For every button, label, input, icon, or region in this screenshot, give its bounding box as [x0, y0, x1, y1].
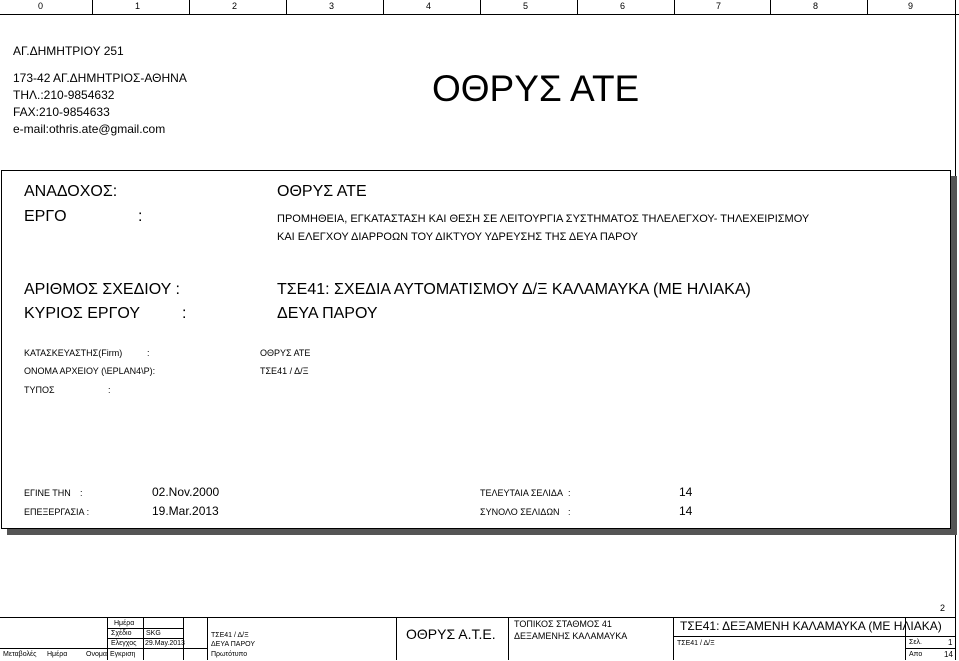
checked-date: 29.May.2013: [145, 640, 185, 647]
day-label: Ημέρα: [47, 651, 68, 658]
project-description-line: ΠΡΟΜΗΘΕΙΑ, ΕΓΚΑΤΑΣΤΑΣΗ ΚΑΙ ΘΕΣΗ ΣΕ ΛΕΙΤΟΥΡΓΙΑ ΣΥΣΤΗΜΑΤΟΣ ΤΗΛΕΛΕΓΧΟΥ- ΤΗΛΕΧΕΙΡΙΣΜΟΥ: [277, 213, 810, 225]
last-page-label: ΤΕΛΕΥΤΑΙΑ ΣΕΛΙΔΑ: [480, 488, 563, 498]
reference-small: ΤΣΕ41 / Δ/Ξ: [677, 640, 715, 647]
of-label: Απο: [909, 651, 923, 658]
frame-border: [955, 0, 956, 660]
station-line: ΤΟΠΙΚΟΣ ΣΤΑΘΜΟΣ 41: [514, 619, 612, 629]
sheet-number: 1: [948, 638, 953, 647]
type-label: ΤΥΠΟΣ: [24, 385, 55, 395]
station-line: ΔΕΞΑΜΕΝΗΣ ΚΑΛΑΜΑΥΚΑ: [514, 631, 628, 641]
approval-label: Εγκριση: [110, 651, 136, 658]
reference-line: ΔΕΥΑ ΠΑΡΟΥ: [211, 641, 256, 648]
original-label: Πρωτότυπο: [211, 651, 248, 658]
sheet-label: Σελ.: [909, 639, 922, 646]
drawn-label: Σχέδιο: [111, 630, 132, 637]
total-sheets: 14: [944, 650, 953, 659]
address-line: 173-42 ΑΓ.ΔΗΜΗΤΡΙΟΣ-ΑΘΗΝΑ: [13, 71, 187, 85]
address-line: e-mail:othris.ate@gmail.com: [13, 122, 166, 136]
drawing-number-label: ΑΡΙΘΜΟΣ ΣΧΕΔΙΟΥ :: [24, 281, 180, 298]
column-ruler: [0, 0, 959, 15]
colon: :: [147, 348, 150, 358]
total-pages-label: ΣΥΝΟΛΟ ΣΕΛΙΔΩΝ: [480, 507, 560, 517]
created-label: ΕΓΙΝΕ ΤΗΝ: [24, 488, 71, 498]
edited-date: 19.Mar.2013: [152, 504, 219, 518]
company-name: ΟΘΡΥΣ ΑΤΕ: [432, 68, 640, 109]
drawn-value: SKG: [146, 630, 161, 637]
colon: :: [108, 385, 111, 395]
owner-label: ΚΥΡΙΟΣ ΕΡΓΟΥ: [24, 305, 140, 322]
name-label: Ονομα: [86, 651, 107, 658]
page-number: 2: [940, 603, 946, 613]
ruler-label: 5: [523, 1, 529, 11]
ruler-label: 4: [426, 1, 432, 11]
colon: :: [138, 208, 143, 225]
drawing-number-value: ΤΣΕ41: ΣΧΕΔΙΑ ΑΥΤΟΜΑΤΙΣΜΟΥ Δ/Ξ ΚΑΛΑΜΑΥΚΑ (ΜΕ ΗΛΙΑΚΑ): [277, 281, 751, 298]
ruler-label: 1: [135, 1, 141, 11]
changes-label: Μεταβολές: [3, 651, 37, 658]
date-label: Ημέρα: [114, 620, 135, 627]
titleblock-company: ΟΘΡΥΣ Α.Τ.Ε.: [406, 626, 496, 642]
checked-label: Ελεγχος: [111, 640, 137, 647]
file-name-label: ΟΝΟΜΑ ΑΡΧΕΙΟΥ (\EPLAN4\P):: [24, 366, 156, 376]
total-pages-value: 14: [679, 504, 693, 518]
address-line: FAX:210-9854633: [13, 105, 110, 119]
project-description-line: ΚΑΙ ΕΛΕΓΧΟΥ ΔΙΑΡΡΟΩΝ ΤΟΥ ΔΙΚΤΥΟΥ ΥΔΡΕΥΣΗΣ ΤΗΣ ΔΕΥΑ ΠΑΡΟΥ: [277, 231, 639, 243]
ruler-label: 3: [329, 1, 335, 11]
cover-sheet: [1, 170, 951, 529]
reference-line: ΤΣΕ41 / Δ/Ξ: [211, 632, 249, 639]
firm-value: ΟΘΡΥΣ ΑΤΕ: [260, 348, 311, 358]
address-line: ΤΗΛ.:210-9854632: [13, 88, 115, 102]
last-page-value: 14: [679, 485, 693, 499]
contractor-value: ΟΘΡΥΣ ΑΤΕ: [277, 183, 367, 200]
colon: :: [568, 488, 571, 498]
ruler-label: 0: [38, 1, 44, 11]
ruler-label: 6: [620, 1, 626, 11]
address-line: ΑΓ.ΔΗΜΗΤΡΙΟΥ 251: [13, 44, 124, 58]
edited-label: ΕΠΕΞΕΡΓΑΣΙΑ :: [24, 507, 90, 517]
file-name-value: ΤΣΕ41 / Δ/Ξ: [260, 366, 309, 376]
colon: :: [80, 488, 83, 498]
firm-label: ΚΑΤΑΣΚΕΥΑΣΤΗΣ(Firm): [24, 348, 123, 358]
ruler-label: 7: [716, 1, 722, 11]
contractor-label: ΑΝΑΔΟΧΟΣ:: [24, 183, 118, 200]
ruler-label: 8: [813, 1, 819, 11]
project-label: ΕΡΓΟ: [24, 208, 67, 225]
ruler-label: 9: [908, 1, 914, 11]
owner-value: ΔΕΥΑ ΠΑΡΟΥ: [277, 305, 378, 322]
colon: :: [568, 507, 571, 517]
drawing-title: ΤΣΕ41: ΔΕΞΑΜΕΝΗ ΚΑΛΑΜΑΥΚΑ (ΜΕ ΗΛΙΑΚΑ): [680, 619, 942, 633]
ruler-label: 2: [232, 1, 238, 11]
colon: :: [182, 305, 187, 322]
created-date: 02.Nov.2000: [152, 485, 220, 499]
